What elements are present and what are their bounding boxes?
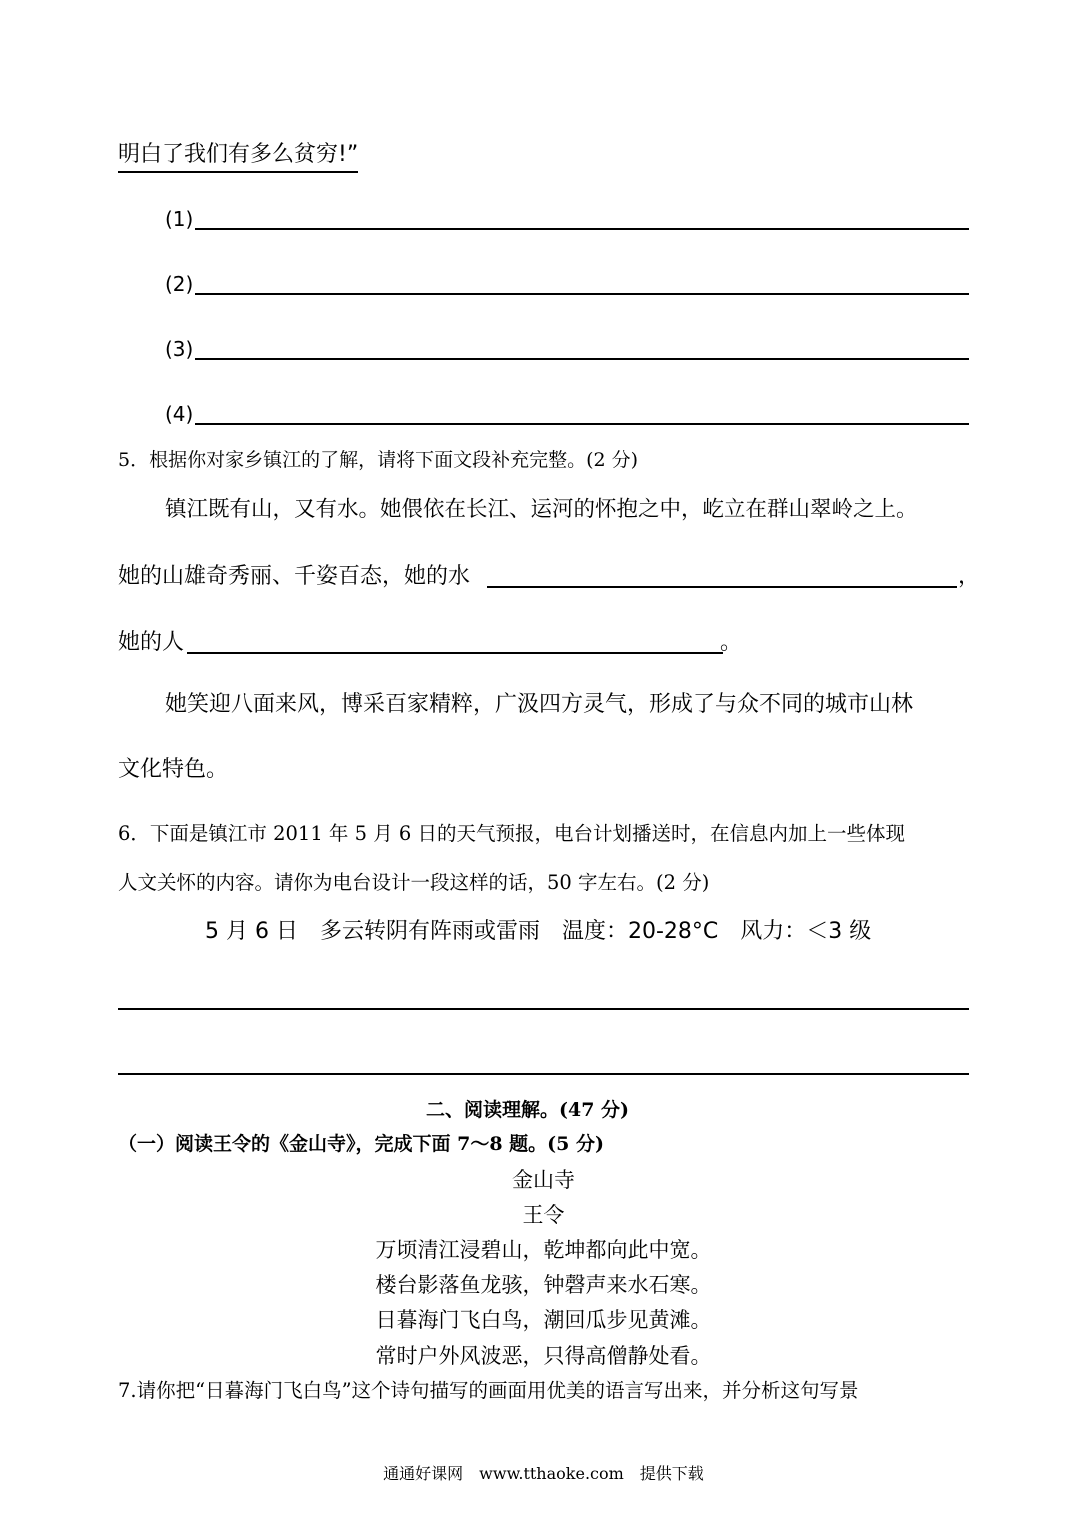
q6-answer-line-2[interactable] xyxy=(118,1073,969,1075)
q7-prompt: 7.请你把“日暮海门飞白鸟”这个诗句描写的画面用优美的语言写出来，并分析这句写景 xyxy=(118,1379,859,1402)
q5-people-blank[interactable] xyxy=(187,652,723,654)
q5-paragraph-line1: 镇江既有山，又有水。她偎依在长江、运河的怀抱之中，屹立在群山翠岭之上。 xyxy=(165,497,918,522)
poem-title: 金山寺 xyxy=(512,1168,575,1192)
q5-paragraph-line4: 她笑迎八面来风，博采百家精粹，广汲四方灵气，形成了与众不同的城市山林 xyxy=(165,692,914,717)
blank-label-2: (2) xyxy=(165,272,194,296)
q5-paragraph-line3-end: 。 xyxy=(720,630,743,655)
blank-label-4: (4) xyxy=(165,402,194,426)
section2-heading: 二、阅读理解。(47 分) xyxy=(426,1099,630,1121)
q5-paragraph-line2-end: ， xyxy=(958,564,981,589)
page-footer: 通通好课网 www.tthaoke.com 提供下载 xyxy=(383,1464,704,1483)
q6-answer-line-1[interactable] xyxy=(118,1008,969,1010)
q6-prompt-line2: 人文关怀的内容。请你为电台设计一段这样的话，50 字左右。(2 分) xyxy=(118,871,710,894)
answer-line-3[interactable] xyxy=(195,358,969,360)
blank-label-3: (3) xyxy=(165,337,194,361)
answer-line-2[interactable] xyxy=(195,293,969,295)
section2-subheading: （一）阅读王令的《金山寺》，完成下面 7～8 题。(5 分) xyxy=(118,1133,604,1155)
q5-water-blank[interactable] xyxy=(487,586,957,588)
poem-line-3: 日暮海门飞白鸟，潮回瓜步见黄滩。 xyxy=(375,1308,712,1332)
q5-paragraph-line2-start: 她的山雄奇秀丽、千姿百态，她的水 xyxy=(118,564,471,589)
answer-line-4[interactable] xyxy=(195,423,969,425)
q5-prompt: 5．根据你对家乡镇江的了解，请将下面文段补充完整。(2 分) xyxy=(118,449,639,471)
poem-line-1: 万顷清江浸碧山，乾坤都向此中宽。 xyxy=(375,1238,712,1262)
q4-tail-text: 明白了我们有多么贫穷!” xyxy=(118,140,358,173)
answer-line-1[interactable] xyxy=(195,228,969,230)
q6-forecast: 5 月 6 日 多云转阴有阵雨或雷雨 温度：20-28°C 风力：＜3 级 xyxy=(205,919,872,944)
poem-author: 王令 xyxy=(522,1203,565,1227)
poem-line-4: 常时户外风波恶，只得高僧静处看。 xyxy=(375,1344,712,1368)
poem-line-2: 楼台影落鱼龙骇，钟磬声来水石寒。 xyxy=(375,1273,712,1297)
q6-prompt-line1: 6．下面是镇江市 2011 年 5 月 6 日的天气预报，电台计划播送时，在信息内加上一些体现 xyxy=(118,822,906,845)
q5-paragraph-line5: 文化特色。 xyxy=(118,757,229,782)
q5-paragraph-line3-start: 她的人 xyxy=(118,630,185,655)
blank-label-1: (1) xyxy=(165,207,194,231)
